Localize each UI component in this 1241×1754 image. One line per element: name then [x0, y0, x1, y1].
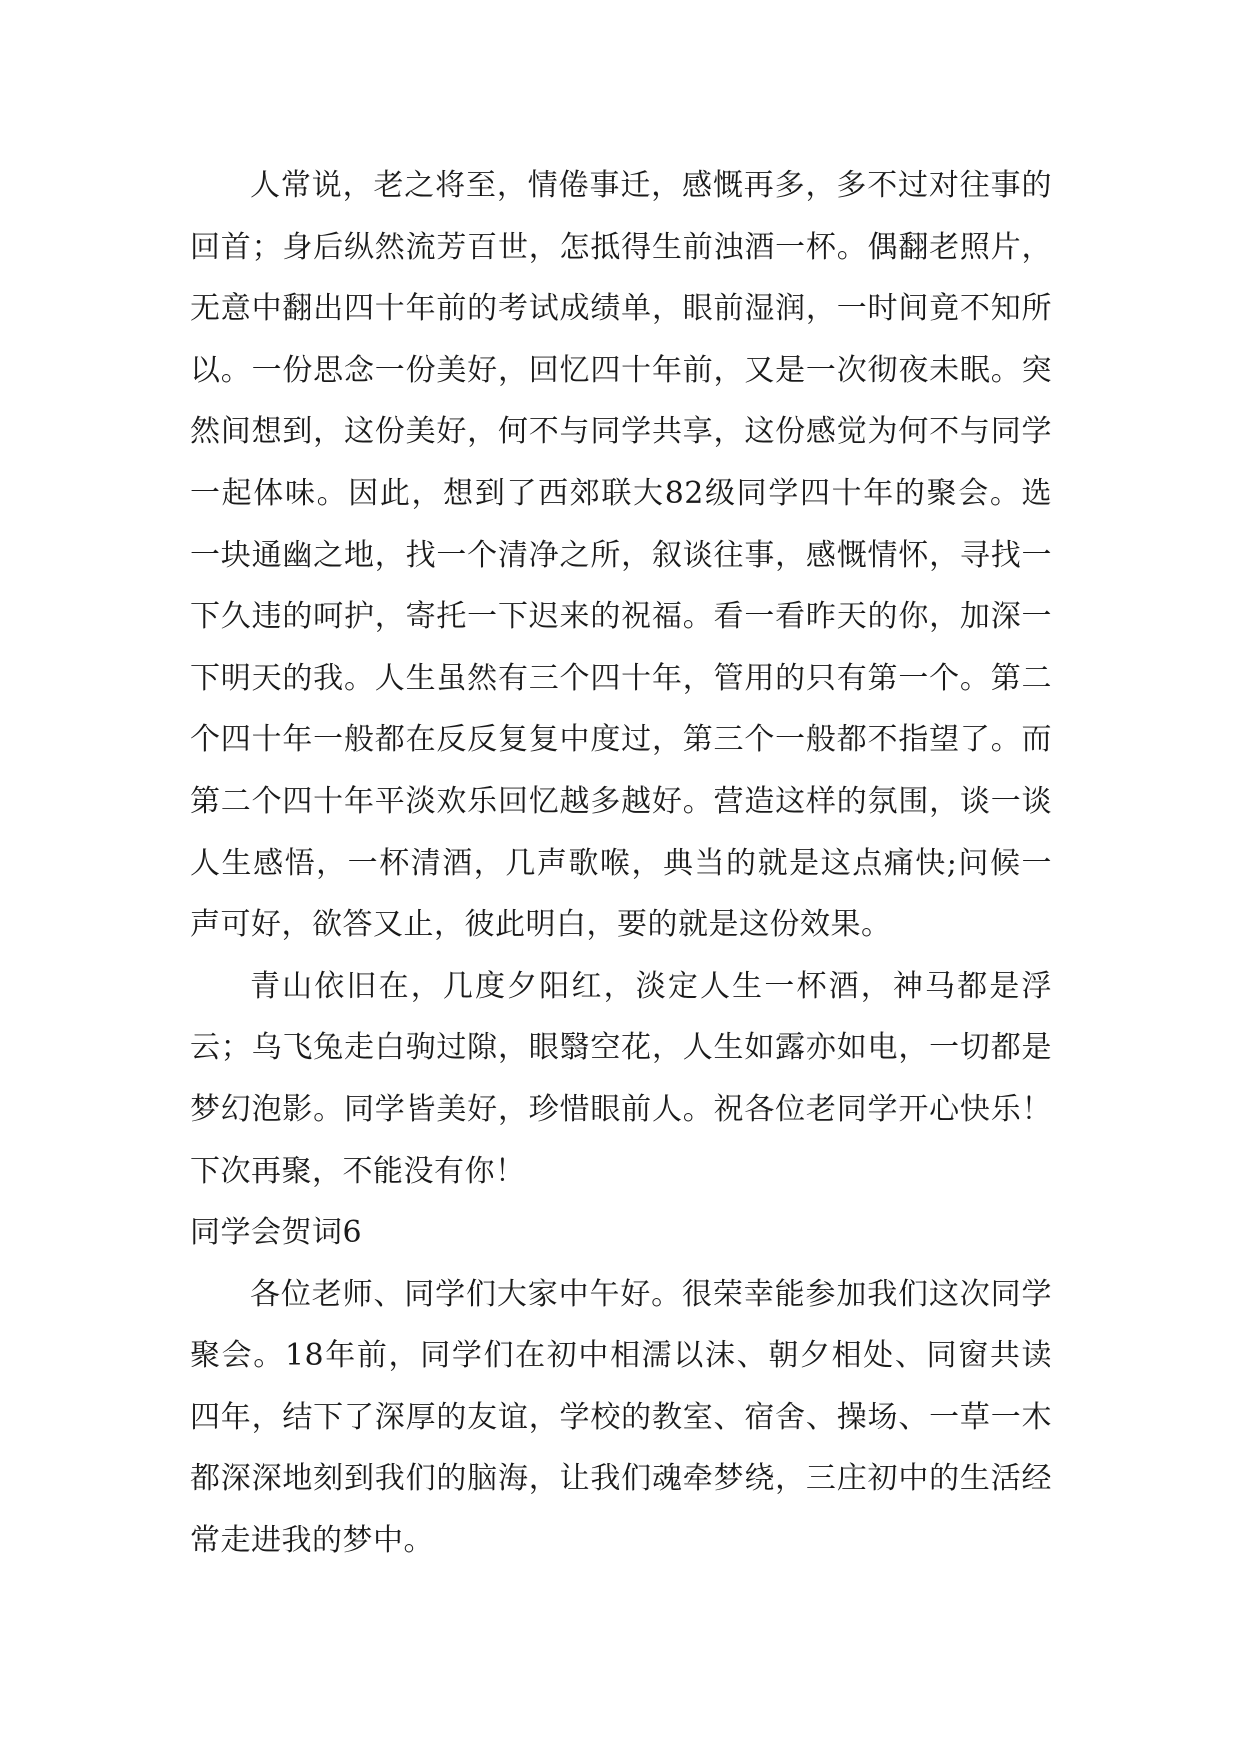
paragraph-blessing: 青山依旧在，几度夕阳红，淡定人生一杯酒，神马都是浮云；乌飞兔走白驹过隙，眼翳空花，人生如露亦如电，一切都是梦幻泡影。同学皆美好，珍惜眼前人。祝各位老同学开心快乐！下次再聚，不能没有你！	[190, 968, 1052, 1189]
paragraph-speech-opening: 各位老师、同学们大家中午好。很荣幸能参加我们这次同学聚会。18年前，同学们在初中相濡以沫、朝夕相处、同窗共读四年，结下了深厚的友谊，学校的教室、宿舍、操场、一草一木都深深地刻到我们的脑海，让我们魂牵梦绕，三庄初中的生活经常走进我的梦中。	[190, 1276, 1052, 1559]
paragraph-reminiscence: 人常说，老之将至，情倦事迁，感慨再多，多不过对往事的回首；身后纵然流芳百世，怎抵得生前浊酒一杯。偶翻老照片，无意中翻出四十年前的考试成绩单，眼前湿润，一时间竟不知所以。一份思念一份美好，回忆四十年前，又是一次彻夜未眠。突然间想到，这份美好，何不与同学共享，这份感觉为何不与同学一起体味。因此，想到了西郊联大82级同学四十年的聚会。选一块通幽之地，找一个清净之所，叙谈往事，感慨情怀，寻找一下久违的呵护，寄托一下迟来的祝福。看一看昨天的你，加深一下明天的我。人生虽然有三个四十年，管用的只有第一个。第二个四十年一般都在反反复复中度过，第三个一般都不指望了。而第二个四十年平淡欢乐回忆越多越好。营造这样的氛围，谈一谈人生感悟，一杯清酒，几声歌喉，典当的就是这点痛快;问候一声可好，欲答又止，彼此明白，要的就是这份效果。	[190, 168, 1052, 943]
document-page	[190, 155, 1052, 1572]
section-heading: 同学会贺词6	[190, 1215, 363, 1251]
